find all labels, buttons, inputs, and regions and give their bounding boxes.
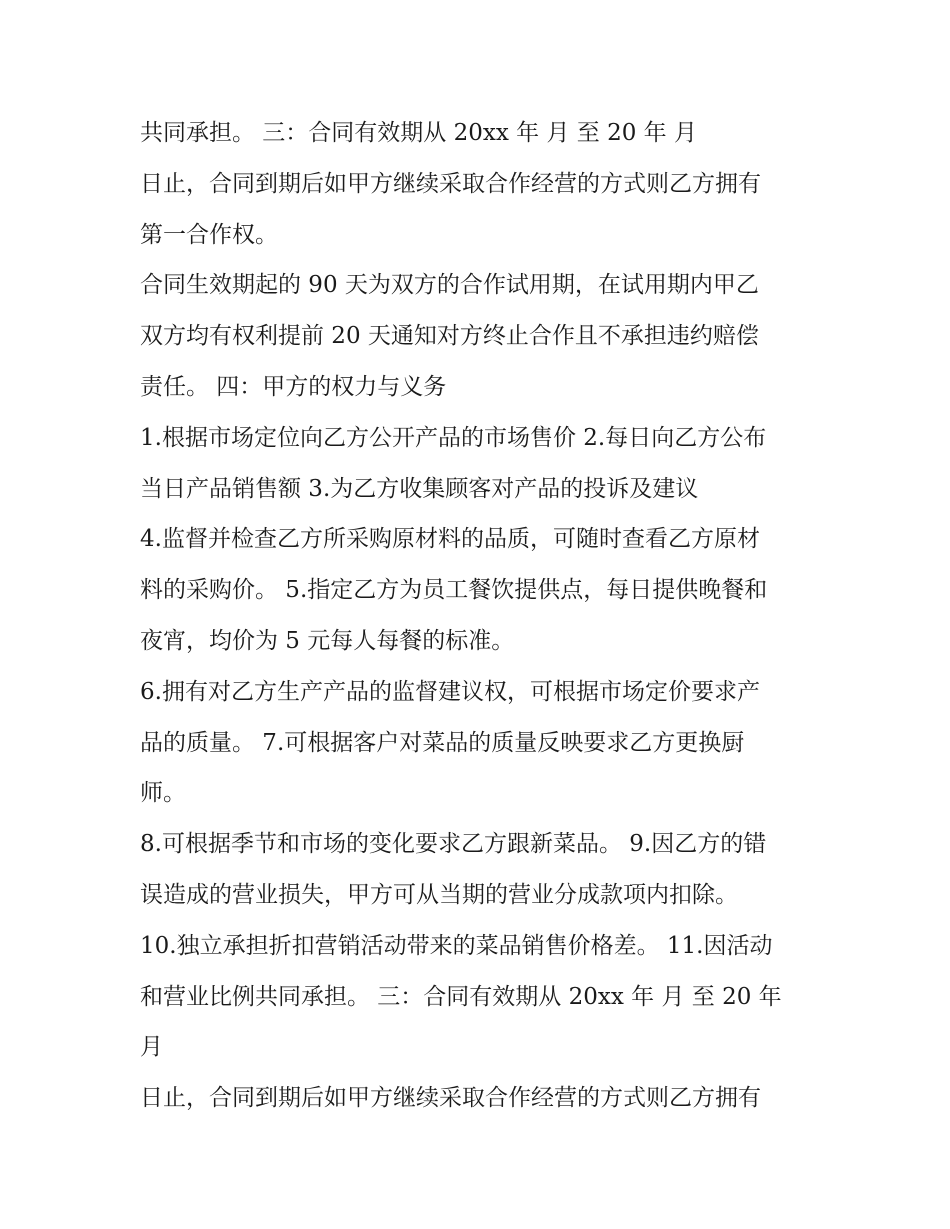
text-line: 日止，合同到期后如甲方继续采取合作经营的方式则乙方拥有: [140, 1085, 761, 1112]
document-body: [140, 108, 830, 1124]
text-line: 和营业比例共同承担。 三：合同有效期从 20xx 年 月 至 20 年: [140, 983, 782, 1010]
text-line: 当日产品销售额 3.为乙方收集顾客对产品的投诉及建议: [140, 475, 699, 502]
text-line: 料的采购价。 5.指定乙方为员工餐饮提供点，每日提供晚餐和: [140, 577, 768, 604]
text-line: 日止，合同到期后如甲方继续采取合作经营的方式则乙方拥有: [140, 170, 761, 197]
text-line: 10.独立承担折扣营销活动带来的菜品销售价格差。 11.因活动: [140, 932, 773, 959]
text-line: 夜宵，均价为 5 元每人每餐的标准。: [140, 627, 515, 654]
text-line: 6.拥有对乙方生产产品的监督建议权，可根据市场定价要求产: [140, 678, 760, 705]
text-line: 月: [140, 1034, 163, 1061]
text-line: 8.可根据季节和市场的变化要求乙方跟新菜品。 9.因乙方的错: [140, 831, 767, 858]
text-line: 合同生效期起的 90 天为双方的合作试用期，在试用期内甲乙: [140, 272, 759, 299]
text-line: 4.监督并检查乙方所采购原材料的品质，可随时查看乙方原材: [140, 526, 760, 553]
text-line: 共同承担。 三：合同有效期从 20xx 年 月 至 20 年 月: [140, 120, 697, 146]
text-line: 双方均有权利提前 20 天通知对方终止合作且不承担违约赔偿: [140, 323, 759, 350]
text-line: 第一合作权。: [140, 221, 278, 248]
text-line: 师。: [140, 780, 186, 807]
text-line: 责任。 四：甲方的权力与义务: [140, 373, 447, 400]
text-line: 品的质量。 7.可根据客户对菜品的质量反映要求乙方更换厨: [140, 729, 745, 756]
text-line: 1.根据市场定位向乙方公开产品的市场售价 2.每日向乙方公布: [140, 424, 767, 451]
text-line: 误造成的营业损失，甲方可从当期的营业分成款项内扣除。: [140, 881, 738, 908]
